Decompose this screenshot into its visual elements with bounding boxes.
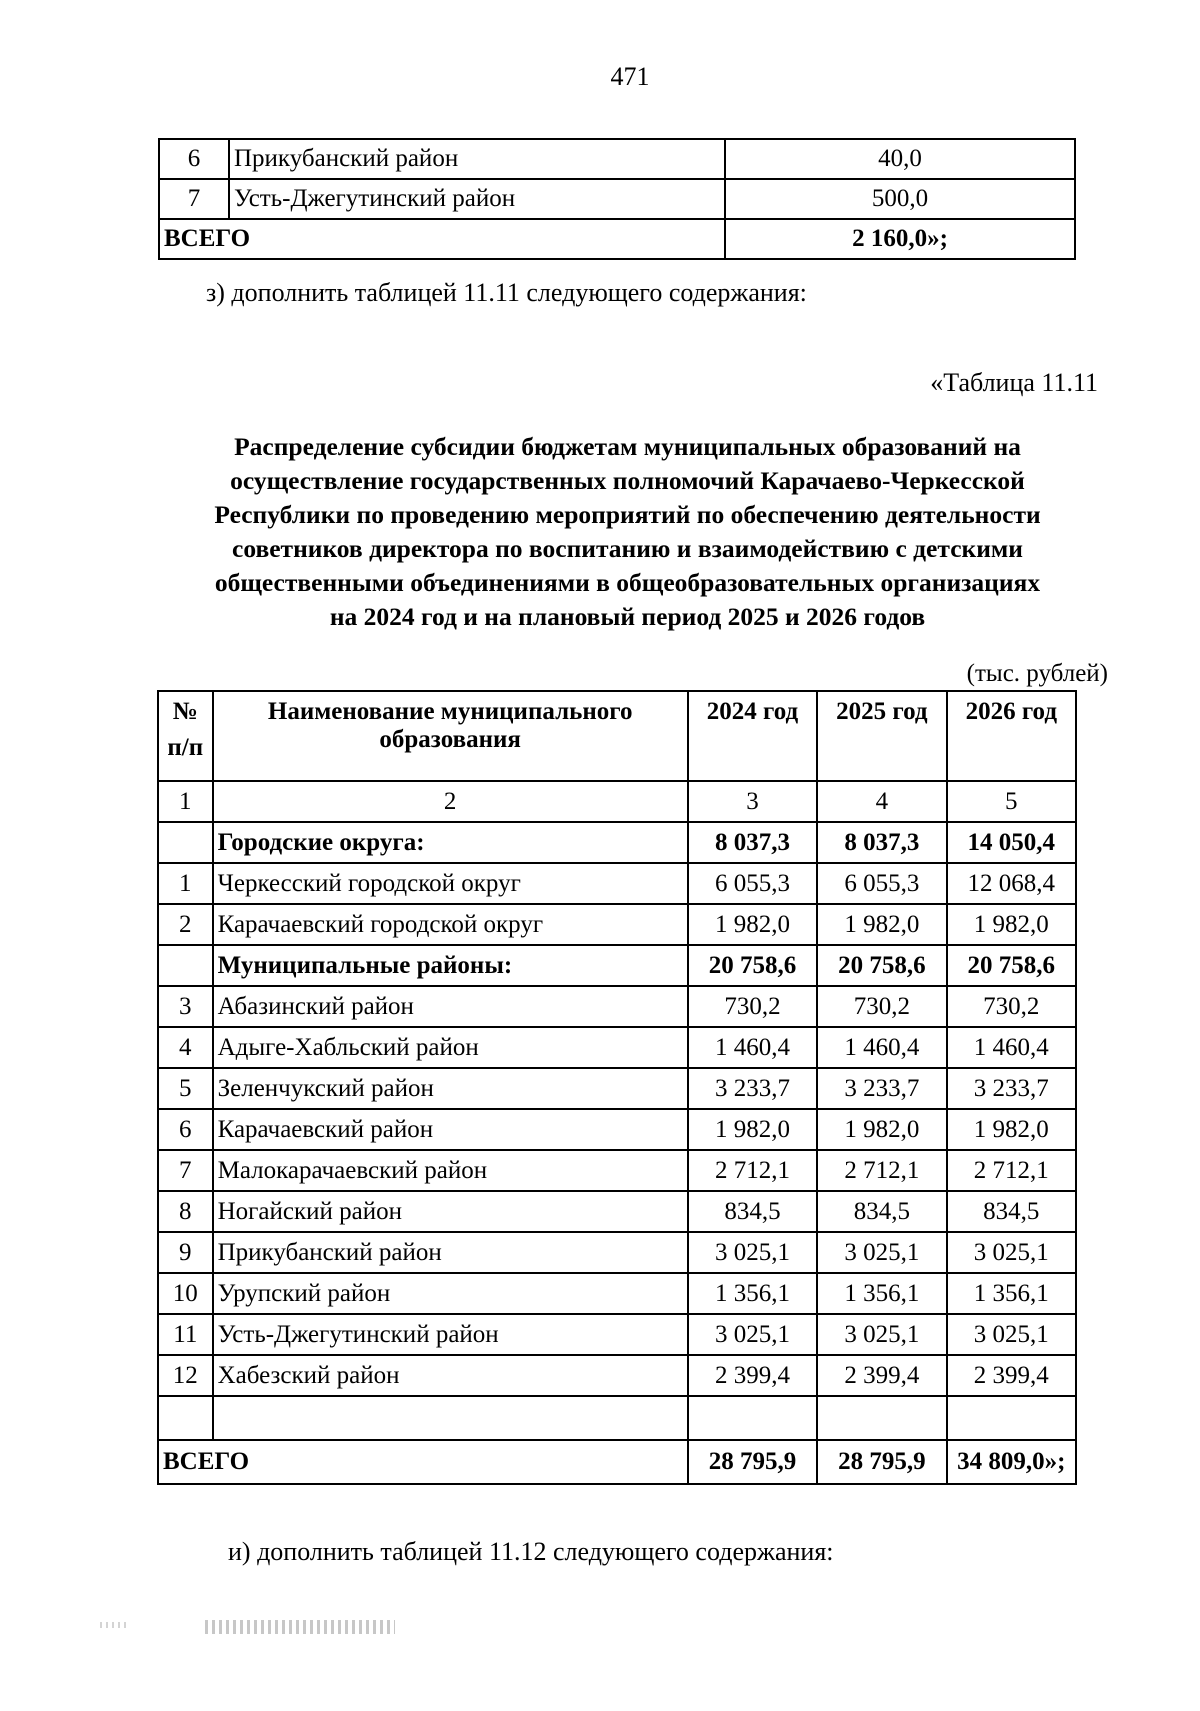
table-row — [158, 1068, 1076, 1109]
value-2025: 1 982,0 — [817, 1109, 946, 1150]
value-2026: 14 050,4 — [947, 822, 1076, 863]
total-label: ВСЕГО — [159, 219, 725, 259]
row-value: 500,0 — [725, 179, 1075, 219]
row-number: 10 — [158, 1273, 213, 1314]
total-2025: 28 795,9 — [817, 1440, 946, 1484]
header-2024: 2024 год — [688, 691, 817, 781]
table-header-row — [158, 691, 1076, 781]
value-2024: 2 399,4 — [688, 1355, 817, 1396]
value-2026: 1 356,1 — [947, 1273, 1076, 1314]
value-2026: 20 758,6 — [947, 945, 1076, 986]
empty-cell — [947, 1396, 1076, 1440]
value-2026: 1 982,0 — [947, 904, 1076, 945]
value-2026: 834,5 — [947, 1191, 1076, 1232]
row-number: 6 — [158, 1109, 213, 1150]
page-number: 471 — [610, 62, 650, 91]
row-number: 12 — [158, 1355, 213, 1396]
row-name: Адыге-Хабльский район — [213, 1027, 688, 1068]
value-2026: 1 460,4 — [947, 1027, 1076, 1068]
units-label: (тыс. рублей) — [966, 660, 1108, 687]
row-name: Малокарачаевский район — [213, 1150, 688, 1191]
value-2024: 6 055,3 — [688, 863, 817, 904]
row-number — [158, 822, 213, 863]
row-number: 7 — [158, 1150, 213, 1191]
table-empty-row — [158, 1396, 1076, 1440]
header-num — [158, 691, 213, 781]
value-2026: 12 068,4 — [947, 863, 1076, 904]
value-2024: 2 712,1 — [688, 1150, 817, 1191]
value-2024: 3 233,7 — [688, 1068, 817, 1109]
value-2024: 3 025,1 — [688, 1314, 817, 1355]
table-row — [158, 1355, 1076, 1396]
heading-line: Республики по проведению мероприятий по обеспечению деятельности — [214, 500, 1041, 529]
value-2024: 1 356,1 — [688, 1273, 817, 1314]
index-cell: 5 — [947, 781, 1076, 822]
table-row — [158, 1273, 1076, 1314]
heading-line: осуществление государственных полномочий Карачаево-Черкесской — [230, 466, 1025, 495]
value-2025: 834,5 — [817, 1191, 946, 1232]
value-2026: 3 233,7 — [947, 1068, 1076, 1109]
row-name: Усть-Джегутинский район — [229, 179, 725, 219]
row-name: Городские округа: — [213, 822, 688, 863]
row-name: Черкесский городской округ — [213, 863, 688, 904]
total-label: ВСЕГО — [158, 1440, 688, 1484]
table-label: «Таблица 11.11 — [930, 368, 1098, 397]
value-2025: 1 460,4 — [817, 1027, 946, 1068]
value-2025: 2 399,4 — [817, 1355, 946, 1396]
value-2024: 3 025,1 — [688, 1232, 817, 1273]
index-cell: 3 — [688, 781, 817, 822]
value-2024: 1 982,0 — [688, 904, 817, 945]
header-num-line: № — [172, 698, 198, 725]
table-row — [158, 1191, 1076, 1232]
empty-cell — [158, 1396, 213, 1440]
row-name: Урупский район — [213, 1273, 688, 1314]
value-2025: 1 982,0 — [817, 904, 946, 945]
value-2025: 6 055,3 — [817, 863, 946, 904]
value-2025: 3 025,1 — [817, 1232, 946, 1273]
value-2024: 834,5 — [688, 1191, 817, 1232]
table-index-row — [158, 781, 1076, 822]
row-name: Хабезский район — [213, 1355, 688, 1396]
row-number: 7 — [159, 179, 229, 219]
row-number: 3 — [158, 986, 213, 1027]
value-2025: 3 025,1 — [817, 1314, 946, 1355]
row-name: Муниципальные районы: — [213, 945, 688, 986]
row-name: Зеленчукский район — [213, 1068, 688, 1109]
header-num-line: п/п — [167, 734, 204, 761]
row-number: 8 — [158, 1191, 213, 1232]
table-row — [159, 139, 1075, 179]
value-2024: 1 460,4 — [688, 1027, 817, 1068]
table-row — [158, 904, 1076, 945]
table-row — [158, 822, 1076, 863]
empty-cell — [817, 1396, 946, 1440]
total-2026: 34 809,0»; — [947, 1440, 1076, 1484]
scan-artifact — [205, 1620, 395, 1634]
table-total-row — [159, 219, 1075, 259]
value-2025: 730,2 — [817, 986, 946, 1027]
value-2026: 3 025,1 — [947, 1232, 1076, 1273]
row-name: Усть-Джегутинский район — [213, 1314, 688, 1355]
value-2026: 1 982,0 — [947, 1109, 1076, 1150]
row-value: 40,0 — [725, 139, 1075, 179]
row-name: Абазинский район — [213, 986, 688, 1027]
index-cell: 1 — [158, 781, 213, 822]
value-2024: 20 758,6 — [688, 945, 817, 986]
heading-line: общественными объединениями в общеобразовательных организациях — [214, 568, 1041, 597]
value-2025: 2 712,1 — [817, 1150, 946, 1191]
empty-cell — [688, 1396, 817, 1440]
table-row — [158, 945, 1076, 986]
value-2024: 1 982,0 — [688, 1109, 817, 1150]
header-name-line: образования — [379, 726, 521, 753]
table-row — [158, 1232, 1076, 1273]
scan-artifact — [100, 1622, 130, 1628]
paragraph-z: з) дополнить таблицей 11.11 следующего содержания: — [206, 278, 807, 307]
index-cell: 4 — [817, 781, 946, 822]
heading-line: Распределение субсидии бюджетам муниципальных образований на — [234, 432, 1021, 461]
value-2025: 8 037,3 — [817, 822, 946, 863]
row-number: 5 — [158, 1068, 213, 1109]
heading-line: на 2024 год и на плановый период 2025 и 2026 годов — [329, 602, 926, 631]
row-number — [158, 945, 213, 986]
value-2024: 730,2 — [688, 986, 817, 1027]
value-2025: 20 758,6 — [817, 945, 946, 986]
row-number: 11 — [158, 1314, 213, 1355]
value-2025: 1 356,1 — [817, 1273, 946, 1314]
table-row — [158, 1150, 1076, 1191]
paragraph-i: и) дополнить таблицей 11.12 следующего содержания: — [228, 1537, 834, 1566]
table-11-11 — [157, 690, 1077, 1485]
row-name: Карачаевский район — [213, 1109, 688, 1150]
index-cell: 2 — [213, 781, 688, 822]
row-number: 6 — [159, 139, 229, 179]
value-2026: 3 025,1 — [947, 1314, 1076, 1355]
table-body — [158, 822, 1076, 1396]
table-row — [158, 863, 1076, 904]
row-number: 4 — [158, 1027, 213, 1068]
table-row — [159, 179, 1075, 219]
row-number: 9 — [158, 1232, 213, 1273]
header-2026: 2026 год — [947, 691, 1076, 781]
table-row — [158, 1109, 1076, 1150]
value-2025: 3 233,7 — [817, 1068, 946, 1109]
row-name: Карачаевский городской округ — [213, 904, 688, 945]
table-heading — [150, 430, 1105, 634]
empty-cell — [213, 1396, 688, 1440]
row-name: Прикубанский район — [213, 1232, 688, 1273]
table-row — [158, 1314, 1076, 1355]
value-2026: 2 712,1 — [947, 1150, 1076, 1191]
header-name — [213, 691, 688, 781]
header-name-line: Наименование муниципального — [267, 698, 633, 725]
row-name: Ногайский район — [213, 1191, 688, 1232]
value-2024: 8 037,3 — [688, 822, 817, 863]
heading-line: советников директора по воспитанию и взаимодействию с детскими — [232, 534, 1023, 563]
row-number: 1 — [158, 863, 213, 904]
total-value: 2 160,0»; — [725, 219, 1075, 259]
row-number: 2 — [158, 904, 213, 945]
value-2026: 2 399,4 — [947, 1355, 1076, 1396]
row-name: Прикубанский район — [229, 139, 725, 179]
value-2026: 730,2 — [947, 986, 1076, 1027]
header-2025: 2025 год — [817, 691, 946, 781]
table-row — [158, 986, 1076, 1027]
table-total-row — [158, 1440, 1076, 1484]
total-2024: 28 795,9 — [688, 1440, 817, 1484]
table-row — [158, 1027, 1076, 1068]
table-previous-continuation — [158, 138, 1076, 260]
